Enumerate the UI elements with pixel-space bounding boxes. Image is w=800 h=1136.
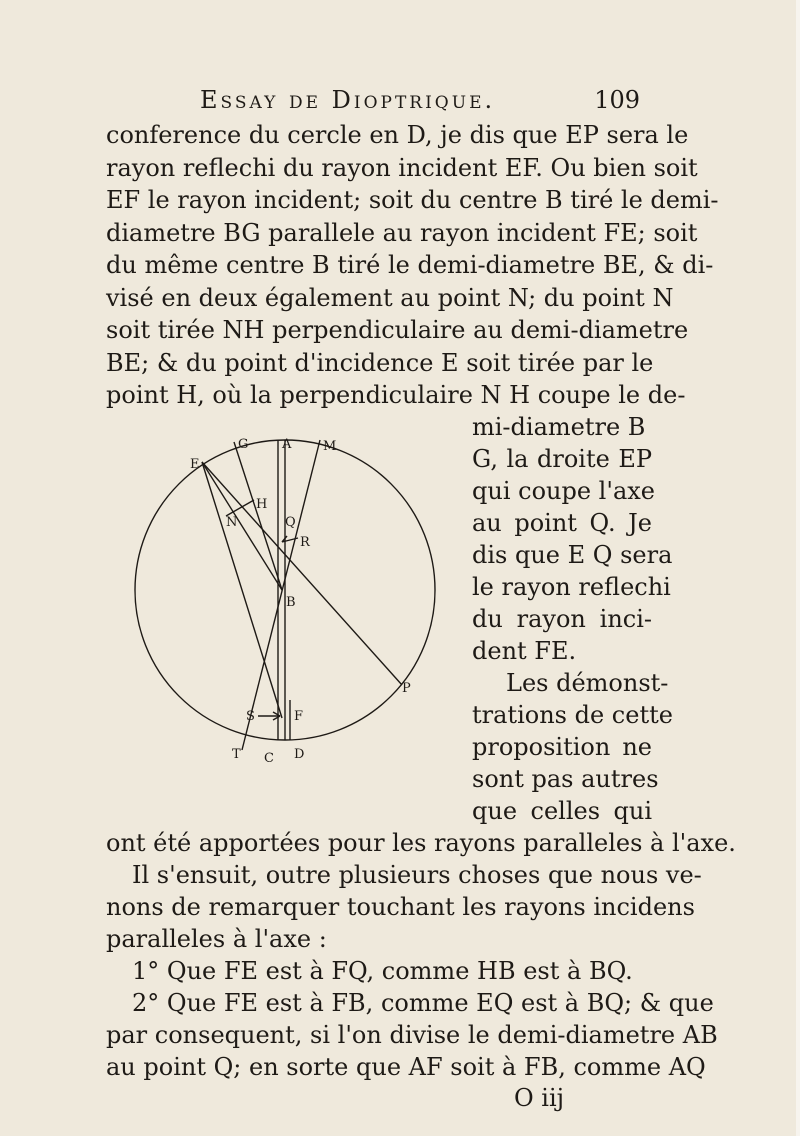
text-line: diametre BG parallele au rayon incident FE; soit [106,219,698,247]
label-e: E [190,457,200,472]
text-line: 1° Que FE est à FQ, comme HB est à BQ. [132,957,633,985]
text-line: soit tirée NH perpendiculaire au demi-diametre [106,316,689,344]
text-line: BE; & du point d'incidence E soit tirée par le [106,349,654,377]
line-gb [234,442,282,590]
geometry-figure [130,400,450,790]
label-d: D [294,747,305,762]
page-edge [796,0,800,1136]
label-t: T [232,747,241,762]
running-header [200,86,640,118]
page-number: 109 [594,86,640,114]
text-line: 2° Que FE est à FB, comme EQ est à BQ; & que [132,989,714,1017]
text-line: du rayon inci- [472,605,652,633]
label-q: Q [285,515,296,530]
text-line: paralleles à l'axe : [106,925,327,953]
label-b: B [286,595,296,610]
label-c: C [264,751,274,766]
text-line: proposition ne [472,733,652,761]
text-line: visé en deux également au point N; du point N [106,284,674,312]
label-p: P [402,681,411,696]
running-title: Essay de Dioptrique. [200,86,496,114]
text-line: conference du cercle en D, je dis que EP sera le [106,121,689,149]
text-line: dent FE. [472,637,577,665]
line-ef [202,462,282,718]
signature-mark: O iij [514,1084,565,1112]
text-line: point H, où la perpendiculaire N H coupe le de- [106,381,686,409]
text-line: au point Q; en sorte que AF soit à FB, comme AQ [106,1053,706,1081]
text-line: au point Q. Je [472,509,652,537]
text-line: que celles qui [472,797,652,825]
label-a: A [282,437,292,452]
text-line: EF le rayon incident; soit du centre B tiré le demi- [106,186,719,214]
line-ep [202,462,402,685]
text-line: sont pas autres [472,765,659,793]
label-m: M [323,439,337,454]
label-r: R [300,535,310,550]
label-f: F [294,709,304,724]
text-line: dis que E Q sera [472,541,673,569]
text-line: mi-diametre B [472,413,646,441]
label-h: H [256,497,268,512]
label-g: G [238,437,249,452]
label-s: S [246,709,255,724]
text-line: trations de cette [472,701,673,729]
line-mt [242,440,320,750]
text-line: G, la droite EP [472,445,652,473]
text-line: le rayon reflechi [472,573,671,601]
text-line: par consequent, si l'on divise le demi-diametre AB [106,1021,718,1049]
text-line: Les démonst- [506,669,669,697]
text-line: nons de remarquer touchant les rayons incidens [106,893,695,921]
text-line: qui coupe l'axe [472,477,655,505]
text-line: du même centre B tiré le demi-diametre BE, & di- [106,251,714,279]
label-n: N [226,515,238,530]
text-line: rayon reflechi du rayon incident EF. Ou bien soit [106,154,698,182]
text-line: Il s'ensuit, outre plusieurs choses que nous ve- [132,861,702,889]
line-eb [202,462,282,590]
text-line: ont été apportées pour les rayons paralleles à l'axe. [106,829,736,857]
